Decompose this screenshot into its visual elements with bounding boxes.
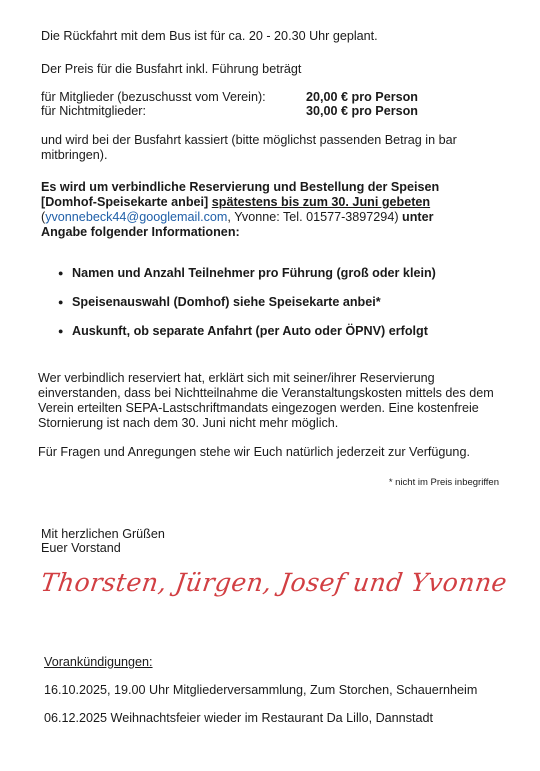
greeting-line-2: Euer Vorstand xyxy=(41,541,121,555)
reservation-part3: unter Angabe folgender Informationen: xyxy=(41,210,434,239)
price-value-nonmembers: 30,00 € pro Person xyxy=(306,104,418,118)
reservation-paragraph xyxy=(41,180,481,240)
info-list xyxy=(58,266,436,353)
binding-reservation-text: Wer verbindlich reserviert hat, erklärt sich mit seiner/ihrer Reservierung einverstanden, dass bei Nichtteilnahme die Veranstaltungskosten mittels des dem Verein erteilten SEPA-Lastschriftmandats eingezogen werden. Eine kostenfreie Stornierung ist nach dem 30. Juni nicht mehr möglich. xyxy=(38,371,494,430)
price-value-members: 20,00 € pro Person xyxy=(306,90,418,104)
announcement-item: 06.12.2025 Weihnachtsfeier wieder im Restaurant Da Lillo, Dannstadt xyxy=(44,711,433,725)
questions-text: Für Fragen und Anregungen stehe wir Euch natürlich jederzeit zur Verfügung. xyxy=(38,445,470,459)
list-item: ● Namen und Anzahl Teilnehmer pro Führung (groß oder klein) xyxy=(58,266,436,295)
announcements-title: Vorankündigungen: xyxy=(44,655,153,669)
reservation-part1: Es wird um verbindliche Reservierung und Bestellung der Speisen [Domhof-Speisekarte anbei] xyxy=(41,180,440,209)
signature: Thorsten, Jürgen, Josef und Yvonne xyxy=(38,568,510,597)
email-link[interactable]: yvonnebeck44@googlemail.com xyxy=(45,210,228,224)
price-label-members: für Mitglieder (bezuschusst vom Verein): xyxy=(41,90,266,104)
announcement-item: 16.10.2025, 19.00 Uhr Mitgliederversammlung, Zum Storchen, Schauernheim xyxy=(44,683,478,697)
return-trip-text: Die Rückfahrt mit dem Bus ist für ca. 20 - 20.30 Uhr geplant. xyxy=(41,29,378,43)
price-intro-text: Der Preis für die Busfahrt inkl. Führung beträgt xyxy=(41,62,302,76)
contact-text: , Yvonne: Tel. 01577-3897294) xyxy=(227,210,399,224)
footnote: * nicht im Preis inbegriffen xyxy=(388,477,499,488)
reservation-deadline: spätestens bis zum 30. Juni gebeten xyxy=(211,195,431,209)
greeting-line-1: Mit herzlichen Grüßen xyxy=(41,527,165,541)
list-item: ● Auskunft, ob separate Anfahrt (per Auto oder ÖPNV) erfolgt xyxy=(58,324,436,353)
payment-text: und wird bei der Busfahrt kassiert (bitte möglichst passenden Betrag in bar mitbringen). xyxy=(41,133,457,162)
list-item: ● Speisenauswahl (Domhof) siehe Speisekarte anbei* xyxy=(58,295,436,324)
price-label-nonmembers: für Nichtmitglieder: xyxy=(41,104,146,118)
price-row-nonmembers xyxy=(41,104,441,119)
reservation-paren: ( xyxy=(41,210,46,224)
price-row-members xyxy=(41,90,441,105)
